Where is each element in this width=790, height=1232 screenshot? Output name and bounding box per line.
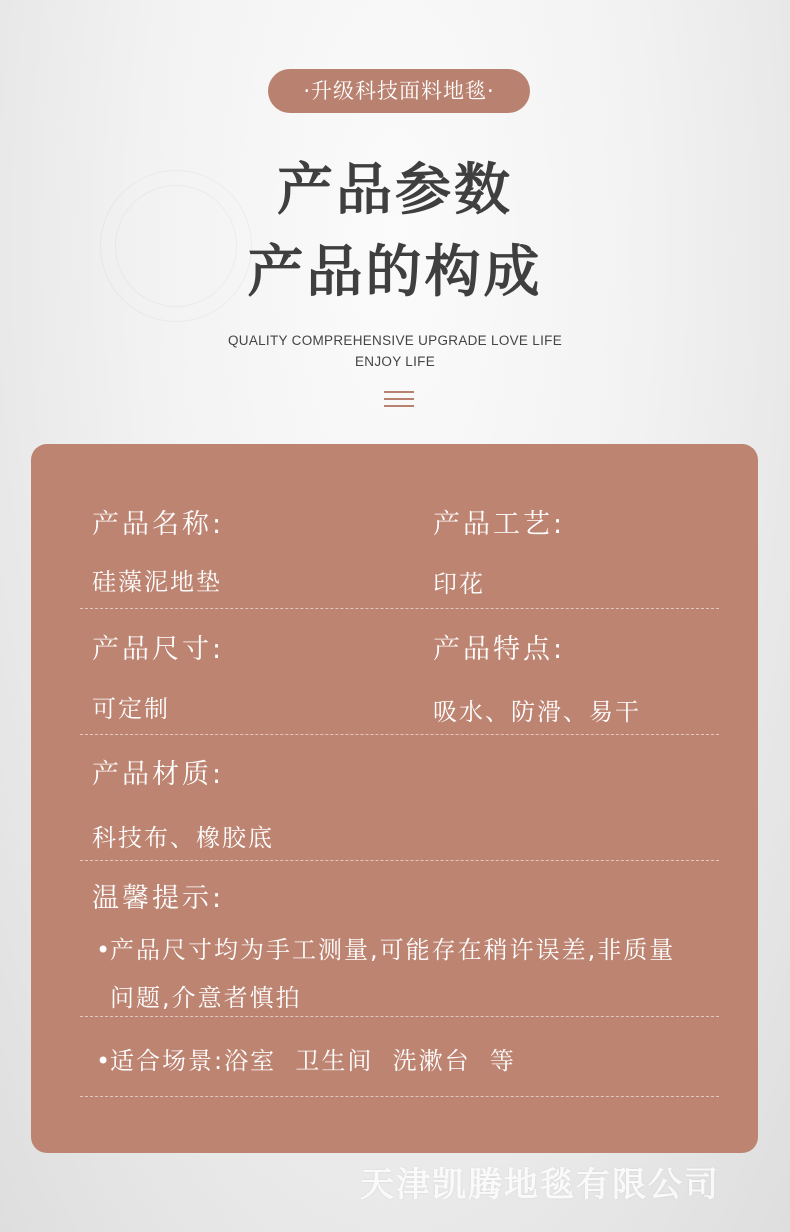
divider (80, 1096, 719, 1097)
product-name-label: 产品名称: (92, 509, 225, 540)
tip-1 (96, 926, 676, 1022)
divider (80, 608, 719, 609)
product-size-label: 产品尺寸: (92, 634, 225, 665)
bullet-icon: • (96, 936, 113, 964)
menu-icon (384, 391, 414, 407)
product-craft-label: 产品工艺: (433, 509, 566, 540)
product-name-value: 硅藻泥地垫 (92, 568, 222, 596)
bullet-icon: • (96, 1047, 113, 1075)
divider (80, 1016, 719, 1017)
english-tagline-2: ENJOY LIFE (354, 354, 436, 369)
page-title: 产品参数 (277, 158, 513, 223)
page-subtitle: 产品的构成 (247, 240, 543, 305)
english-tagline-1: QUALITY COMPREHENSIVE UPGRADE LOVE LIFE (227, 333, 563, 348)
product-material-value: 科技布、橡胶底 (92, 824, 274, 852)
tip-2-text: 适合场景:浴室 卫生间 洗漱台 等 (110, 1047, 516, 1075)
product-feature-value: 吸水、防滑、易干 (433, 698, 641, 726)
product-material-label: 产品材质: (92, 759, 225, 790)
divider (80, 860, 719, 861)
divider (80, 734, 719, 735)
spec-card (31, 444, 758, 1153)
product-craft-value: 印花 (433, 570, 485, 598)
tip-1-line-1: 产品尺寸均为手工测量,可能存在稍许误差,非质量 (110, 936, 676, 964)
company-watermark: 天津凯腾地毯有限公司 (360, 1165, 720, 1205)
product-feature-label: 产品特点: (433, 634, 566, 665)
tip-2 (96, 1037, 516, 1085)
tip-1-line-2: 问题,介意者慎拍 (110, 984, 302, 1012)
tips-label: 温馨提示: (92, 883, 225, 914)
category-tag: ·升级科技面料地毯· (268, 69, 530, 113)
product-size-value: 可定制 (92, 695, 170, 723)
